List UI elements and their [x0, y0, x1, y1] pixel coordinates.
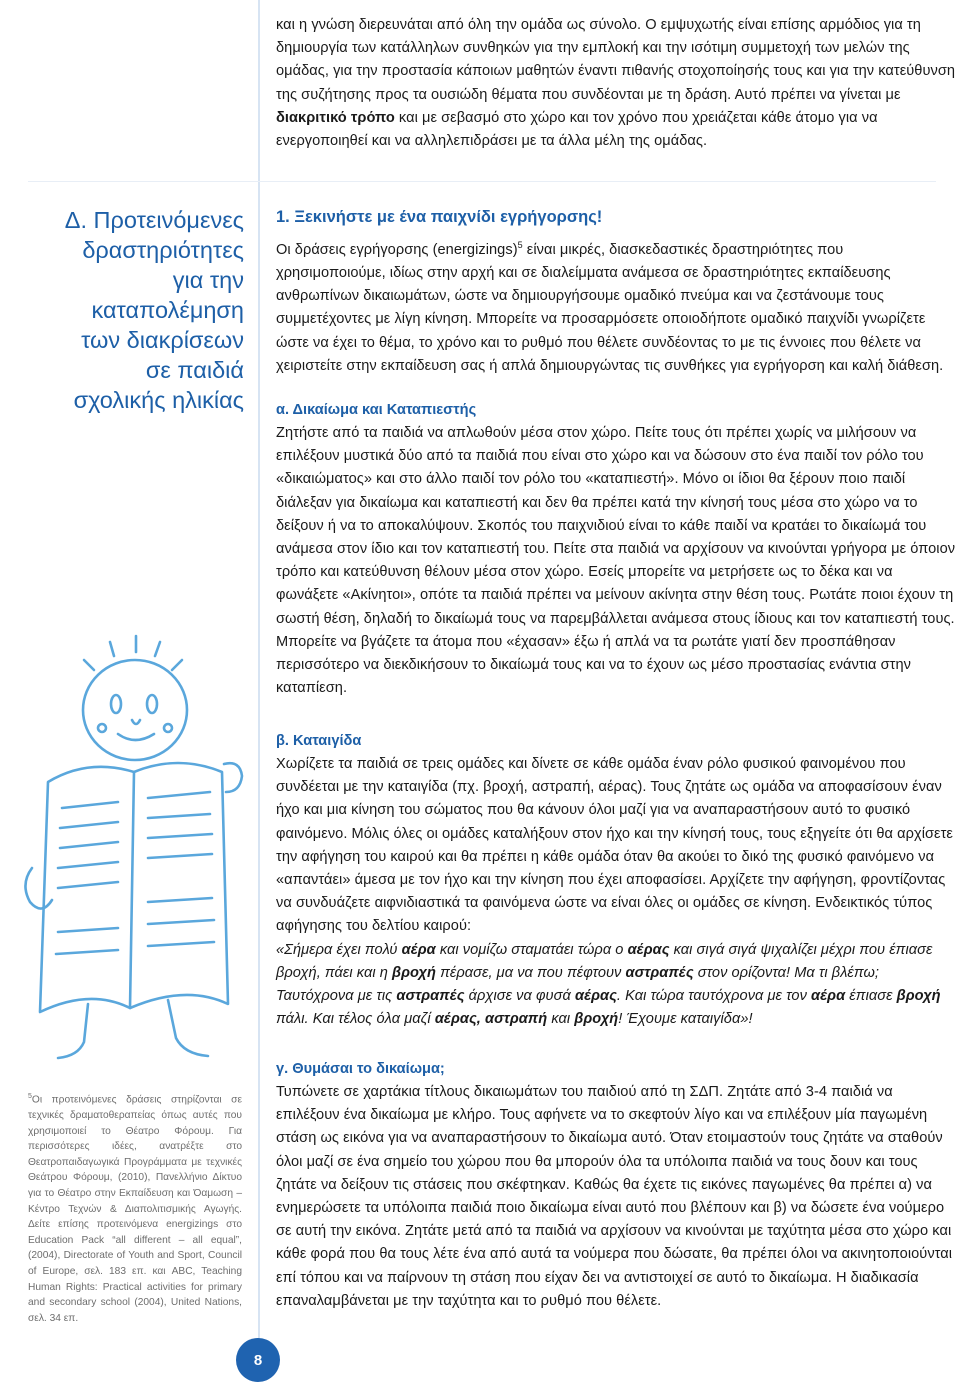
section-1-paragraph: [276, 234, 956, 378]
subsection-a-title: α. Δικαίωμα και Καταπιεστής: [276, 402, 477, 418]
page-number-badge: [236, 1338, 280, 1382]
subsection-c-paragraph: Τυπώνετε σε χαρτάκια τίτλους δικαιωμάτων του παιδιού από τη ΣΔΠ. Ζητάτε από 3-4 παιδιά να επιλέξουν ένα δικαίωμα με κλήρο. Τους αφήνετε να το σκεφτούν λίγο και να επιλέξουν μία παγωμένη στάση ως εικόνα για να αναπαραστήσουν το δικαίωμα αυτό. Όταν ετοιμαστούν τους ζητάτε να σταθούν όλοι μαζί σε ένα σημείο του χώρου που θα μπορούν όλα τα υπόλοιπα παιδιά να τους δουν και τους ζητάτε να δείξουν τις στάσεις που σκέφτηκαν. Καθώς θα έχετε τις εικόνες παγωμένες θα πρέπει α) να ενημερώσετε τα υπόλοιπα παιδιά ποιο δικαίωμα είναι αυτό που βλέπουν και β) να δώσετε ένα νούμερο σε αυτή την εικόνα. Ζητάτε μετά από τα παιδιά να αρχίσουν να κινούνται με ταχύτητα μέσα στο χώρο και κάθε φορά που θα τους λέτε ένα από αυτά τα νούμερα που δώσατε, θα πρέπει όλοι να ακινητοποιούνται επί τόπου και να παίρνουν τη στάση που είχαν δει να αντιστοιχεί σε αυτό το δικαίωμα. Η διαδικασία επαναλαμβάνεται με την ταχύτητα και το ρυθμό που θέλετε.: [276, 1084, 953, 1309]
footnote-ref: 5: [517, 240, 523, 250]
intro-paragraph: [276, 14, 960, 153]
side-title-line: Δ. Προτεινόμενες: [64, 207, 244, 233]
footnote-number: 5: [28, 1093, 32, 1100]
side-title-line: των διακρίσεων: [81, 327, 244, 353]
side-title-line: καταπολέμηση: [91, 297, 244, 323]
footnote: [28, 1089, 242, 1326]
section-1-text-end: είναι μικρές, διασκεδαστικές δραστηριότητες που χρησιμοποιούμε, ιδίως στην αρχή και σε διαλείμματα ανάμεσα σε δραστηριότητες εκπαίδευσης ανθρωπίνων δικαιωμάτων, ώστε να δημιουργήσουμε ομαδικό πνεύμα και να ζεστάνουμε τους συμμετέχοντες με λίγη κίνηση. Μπορείτε να προσαρμόσετε οποιοδήποτε ομαδικό παιχνίδι γνωρίζετε ώστε να έχει το θέμα, το χρόνο και το ρυθμό που θέλετε συνδέοντας το με τις έννοιες που θέλετε να χειριστείτε στην εκπαίδευση σας ή απλά δημιουργώντας τις συνθήκες για εγρήγορση και καλή διάθεση.: [276, 241, 944, 374]
section-title: 1. Ξεκινήστε με ένα παιχνίδι εγρήγορσης!: [276, 208, 603, 226]
section-1-text: Οι δράσεις εγρήγορσης (energizings): [276, 241, 518, 258]
subsection-a-paragraph: Ζητήστε από τα παιδιά να απλωθούν μέσα στον χώρο. Πείτε τους ότι πρέπει χωρίς να μιλήσουν να επιλέξουν μυστικά δύο από τα παιδιά που είναι στο χώρο και να δώσουν στο ένα παιδί τον ρόλο του «δικαιώματος» και στο άλλο παιδί τον ρόλο του «καταπιεστή». Μόνο οι ίδιοι θα ξέρουν ποιο παιδί διάλεξαν για δικαίωμα και καταπιεστή και δεν θα πρέπει κατά την κίνησή τους μέσα στο χώρο να το δείξουν ή να το αποκαλύψουν. Σκοπός του παιχνιδιού είναι το κάθε παιδί να κρατάει το δικαίωμά του ανάμεσα στον ίδιο και τον καταπιεστή του. Πείτε στα παιδιά να αρχίσουν να κινούνται γρήγορα με όποιον τρόπο και κατεύθυνση θέλουν μέσα στον χώρο. Εσείς μπορείτε να μετρήσετε ως το δέκα και να φωνάξετε «Ακίνητοι», οπότε τα παιδιά πρέπει να μείνουν ακίνητα στην θέση τους. Ρωτάτε ποιοι έχουν τη σωστή θέση, δηλαδή το δικαίωμά τους να παρεμβάλλεται ανάμεσα στους ίδιους και τον καταπιεστή τους. Μπορείτε να βγάζετε τα άτομα που «έχασαν» έξω ή απλά να τα ρωτάτε γιατί δεν προσπάθησαν περισσότερο να διεκδικήσουν το δικαίωμά τους και να το έχουν ως μέσο προστασίας ενάντια στην καταπίεση.: [276, 425, 956, 697]
intro-text: και η γνώση διερευνάται από όλη την ομάδα ως σύνολο. Ο εμψυχωτής είναι επίσης αρμόδιος για τη δημιουργία των κατάλληλων συνθηκών για την εμπλοκή και την ισότιμη συμμετοχή των μελών της ομάδας, για την προστασία κάποιων μαθητών έναντι πιθανής στοχοποίησής τους και για την κατεύθυνση της συζήτησης προς τα ουσιώδη θέματα που συνδέονται με τη δράση. Αυτό πρέπει να γίνεται με: [276, 17, 956, 103]
subsection-c: [276, 1058, 956, 1313]
child-reading-illustration: [18, 632, 244, 1064]
footnote-text: Οι προτεινόμενες δράσεις στηρίζονται σε τεχνικές δραματοθεραπείας όπως αυτές που χρησιμοποιεί το Θέατρο Φόρουμ. Για περισσότερες ιδέες, ανατρέξτε στο Θεατροπαιδαγωγικά Προγράμματα με τεχνικές Θεάτρου Φόρουμ, (2010), Πανελλήνιο Δίκτυο για το Θέατρο στην Εκπαίδευση και Όαμωση – Κέντρο Τεχνών & Διαπολιτισμικής Αγωγής. Δείτε επίσης προτεινόμενα energizings στο Education Pack “all different – all equal”, (2004), Directorate of Youth and Sport, Council of Europe, σελ. 183 επ. και ABC, Teaching Human Rights: Practical activities for primary and secondary school (2004), United Nations, σελ. 34 επ.: [28, 1094, 242, 1324]
page-number: 8: [253, 1351, 263, 1369]
intro-bold: διακριτικό τρόπο: [276, 109, 395, 126]
section-1: [276, 206, 956, 378]
subsection-b-title: β. Καταιγίδα: [276, 733, 362, 749]
intro-text-end: και με σεβασμό στο χώρο και τον χρόνο που χρειάζεται κάθε άτομο για να ενεργοποιηθεί και να αλληλεπιδράσει με τα άλλα μέλη της ομάδας.: [276, 109, 878, 150]
side-title: [16, 205, 244, 415]
side-title-line: σχολικής ηλικίας: [73, 387, 244, 413]
subsection-b: [276, 730, 956, 1031]
subsection-c-title: γ. Θυμάσαι το δικαίωμα;: [276, 1061, 445, 1077]
side-title-line: σε παιδιά: [145, 357, 244, 383]
column-divider: [258, 0, 260, 1370]
subsection-b-paragraph: Χωρίζετε τα παιδιά σε τρεις ομάδες και δίνετε σε κάθε ομάδα έναν ρόλο φυσικού φαινομένου που συνδέεται με την καταιγίδα (πχ. βροχή, αστραπή, αέρας). Τους ζητάτε ως ομάδα να αποφασίσουν έναν ήχο και μια κίνηση του σώματος που θα κάνουν όλοι μαζί για να αναπαραστήσουν αυτό το φυσικό φαινόμενο. Μόλις όλες οι ομάδες καταλήξουν στον ήχο και την κίνησή τους, τους εξηγείτε ότι θα αρχίσετε την αφήγηση του καιρού και θα πρέπει η κάθε ομάδα όταν θα ακούει το δικό της φυσικό φαινόμενο να «απαντάει» άμεσα με τον ήχο και την κίνηση που έχει αποφασίσει. Αρχίζετε την αφήγηση, φροντίζοντας να συνδυάζετε αιφνιδιαστικά τα φαινόμενα ώστε να είναι όλες οι ομάδες σε κίνηση. Ενδεικτικός τύπος αφήγησης του δελτίου καιρού:: [276, 756, 953, 935]
side-title-line: για την: [172, 267, 244, 293]
horizontal-rule: [28, 181, 936, 182]
side-title-line: δραστηριότητες: [82, 237, 244, 263]
weather-narration-example: «Σήμερα έχει πολύ αέρα και νομίζω σταματάει τώρα ο αέρας και σιγά σιγά ψιχαλίζει μέχρι που έπιασε βροχή, πάει και η βροχή πέρασε, μα να που πέφτουν αστραπές στον ορίζοντα! Μα τι βλέπω; Ταυτόχρονα με τις αστραπές άρχισε να φυσά αέρας. Και τώρα ταυτόχρονα με τον αέρα έπιασε βροχή πάλι. Και τέλος όλα μαζί αέρας, αστραπή και βροχή! Έχουμε καταιγίδα»!: [276, 941, 941, 1028]
subsection-a: [276, 399, 956, 700]
